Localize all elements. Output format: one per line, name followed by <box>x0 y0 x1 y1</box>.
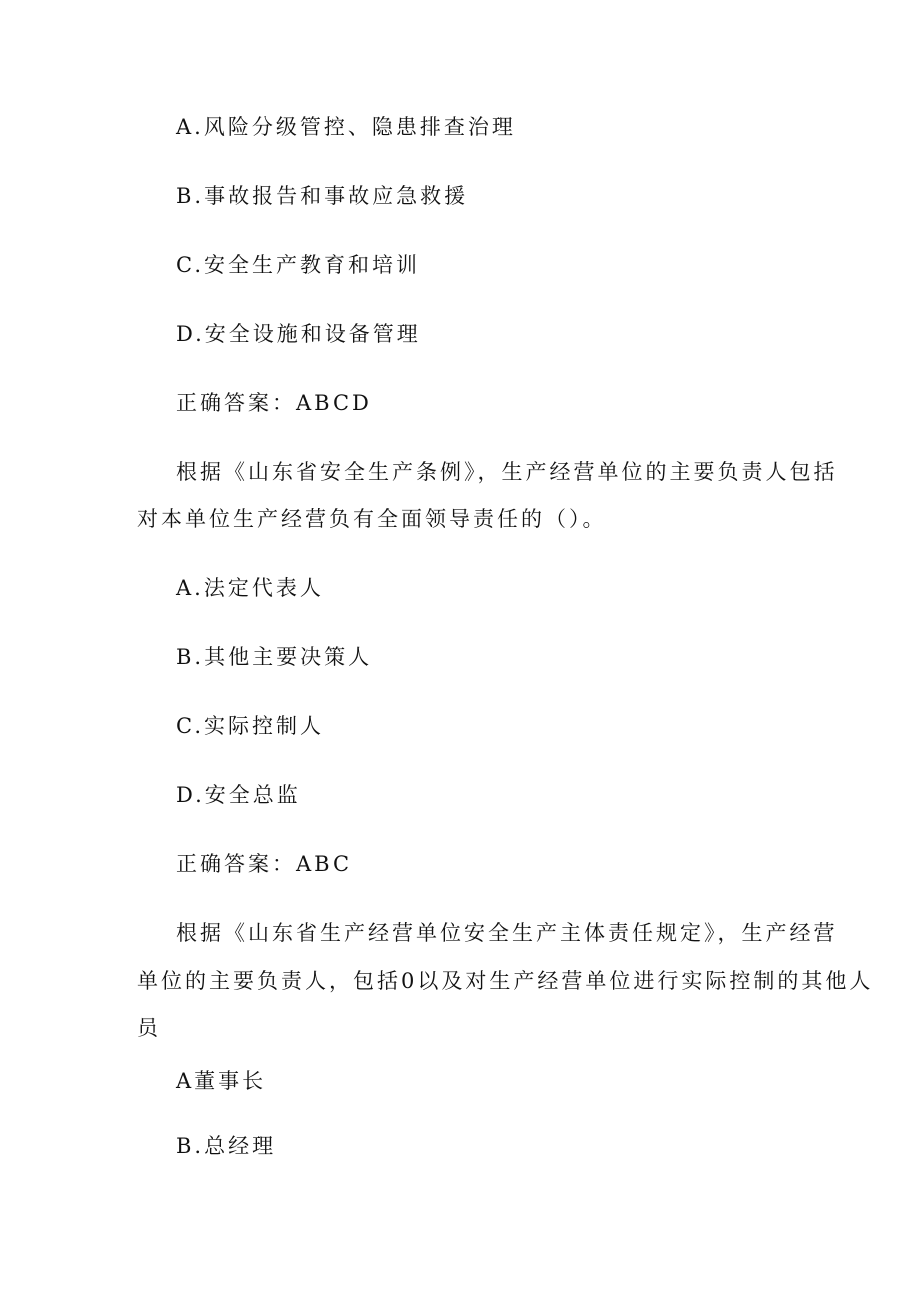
q3-stem-line-3: 员 <box>137 1016 161 1040</box>
q2-answer: 正确答案：ABC <box>176 852 353 876</box>
q1-option-d: D.安全设施和设备管理 <box>176 322 421 346</box>
q2-option-d: D.安全总监 <box>176 783 301 807</box>
q2-option-c: C.实际控制人 <box>176 714 324 738</box>
q2-stem-line-2: 对本单位生产经营负有全面领导责任的（）。 <box>137 507 607 531</box>
q2-stem-line-1: 根据《山东省安全生产条例》，生产经营单位的主要负责人包括 <box>176 460 838 484</box>
q1-option-c: C.安全生产教育和培训 <box>176 253 420 277</box>
q1-option-b: B.事故报告和事故应急救援 <box>176 184 469 208</box>
q3-option-a: A董事长 <box>176 1069 267 1093</box>
q1-option-a: A.风险分级管控、隐患排查治理 <box>176 115 516 139</box>
q3-option-b: B.总经理 <box>176 1134 277 1158</box>
q3-stem-line-1: 根据《山东省生产经营单位安全生产主体责任规定》，生产经营 <box>176 921 838 945</box>
q3-stem-line-2: 单位的主要负责人，包括0以及对生产经营单位进行实际控制的其他人 <box>137 969 874 993</box>
q2-option-a: A.法定代表人 <box>176 576 324 600</box>
q1-answer: 正确答案：ABCD <box>176 391 372 415</box>
q2-option-b: B.其他主要决策人 <box>176 645 373 669</box>
